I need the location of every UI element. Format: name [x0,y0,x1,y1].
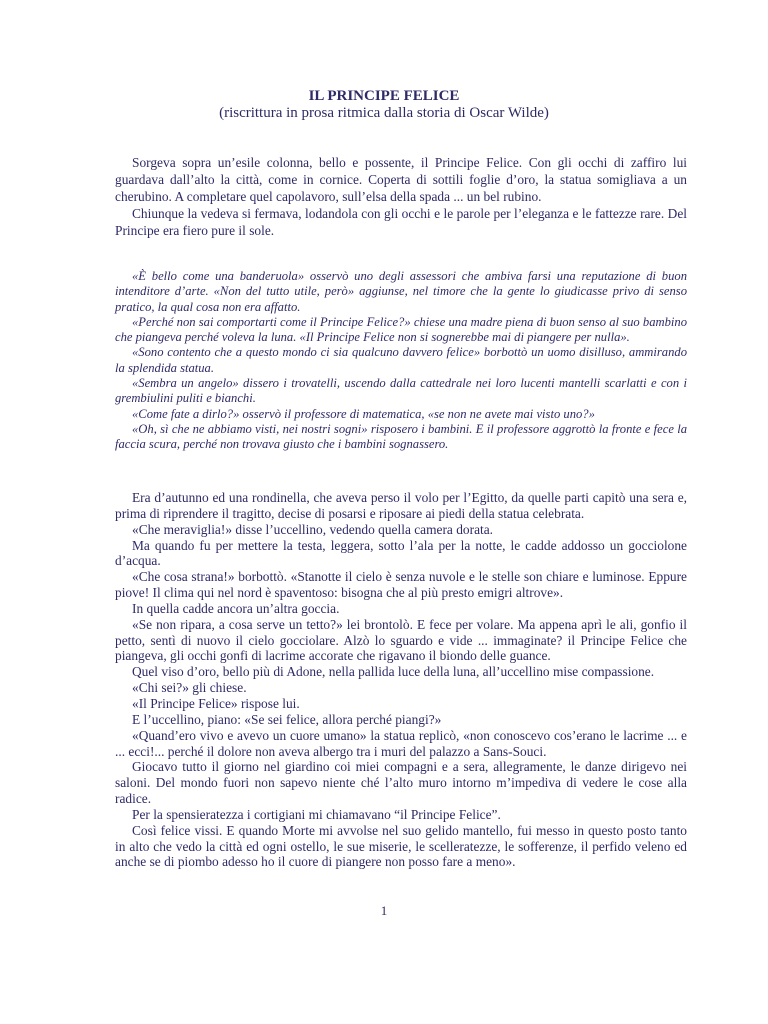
paragraph: «Che cosa strana!» borbottò. «Stanotte il cielo è senza nuvole e le stelle son chiare e luminose. Eppure piove! Il clima qui nel nord è spaventoso: bisogna che al più presto emigri altrove». [115,569,687,601]
paragraph: «Chi sei?» gli chiese. [132,680,247,696]
paragraph: «È bello come una banderuola» osservò uno degli assessori che ambiva farsi una reputazione di buon intenditore d’arte. «Non del tutto utile, però» aggiunse, nel timore che la gente lo giudicasse privo di senso pratico, la qual cosa non era affatto. [115,269,687,314]
swallow-section [115,490,687,870]
paragraph: Giocavo tutto il giorno nel giardino coi miei compagni e a sera, allegramente, le danze dirigevo nei saloni. Del mondo fuori non sapevo niente ché l’alto muro intorno m’impediva di vedere le cose alla radice. [115,759,687,807]
paragraph: Sorgeva sopra un’esile colonna, bello e possente, il Principe Felice. Con gli occhi di zaffiro lui guardava dall’alto la città, come in cornice. Coperta di sottili foglie d’oro, la statua somigliava a un cherubino. A completare quel capolavoro, sull’elsa della spada ... un bel rubino. [115,155,687,204]
paragraph: «Perché non sai comportarti come il Principe Felice?» chiese una madre piena di buon senso al suo bambino che piangeva perché voleva la luna. «Il Principe Felice non si sognerebbe mai di piangere per nulla». [115,314,687,345]
paragraph: «Il Principe Felice» rispose lui. [132,695,300,711]
paragraph: «Che meraviglia!» disse l’uccellino, vedendo quella camera dorata. [132,521,494,537]
paragraph: «Oh, sì che ne abbiamo visti, nei nostri sogni» risposero i bambini. E il professore aggrottò la fronte e fece la faccia scura, perché non trovava giusto che i bambini sognassero. [115,421,687,452]
paragraph: «Sembra un angelo» dissero i trovatelli, uscendo dalla cattedrale nei loro lucenti mantelli scarlatti e con i grembiulini puliti e bianchi. [115,376,687,406]
paragraph: «Quand’ero vivo e avevo un cuore umano» la statua replicò, «non conoscevo cos’erano le lacrime ... e ... ecci!... perché il dolore non aveva albergo tra i muri del palazzo a Sans-Souci. [115,727,687,759]
document-subtitle: (riscrittura in prosa ritmica dalla storia di Oscar Wilde) [219,105,549,121]
paragraph: «Se non ripara, a cosa serve un tetto?» lei brontolò. E fece per volare. Ma appena aprì le ali, gonfio il petto, sentì di nuovo il cielo gocciolare. Alzò lo sguardo e vide ... immaginate? il Principe Felice che piangeva, gli occhi gonfi di lacrime accorate che rigavano il biondo delle guance. [115,616,687,664]
page-number: 1 [380,903,388,918]
paragraph: Per la spensieratezza i cortigiani mi chiamavano “il Principe Felice”. [132,806,501,822]
document-title: IL PRINCIPE FELICE [308,88,460,104]
paragraph: In quella cadde ancora un’altra goccia. [132,600,340,616]
paragraph: Ma quando fu per mettere la testa, leggera, sotto l’ala per la notte, le cadde addosso un gocciolone d’acqua. [115,537,687,569]
dialogue-section-italic [115,269,687,453]
paragraph: Chiunque la vedeva si fermava, lodandola con gli occhi e le parole per l’eleganza e le fattezze rare. Del Principe era fiero pure il sole. [115,206,687,238]
paragraph: Era d’autunno ed una rondinella, che aveva perso il volo per l’Egitto, da quelle parti capitò una sera e, prima di riprendere il tragitto, decise di posarsi e riposare ai piedi della statua celebrata. [115,490,687,521]
paragraph: Così felice vissi. E quando Morte mi avvolse nel suo gelido mantello, fui messo in questo posto tanto in alto che vedo la città ed ogni ostello, le sue miserie, le scelleratezze, le sofferenze, il perfido veleno ed anche se di piombo adesso ho il cuore di piangere non posso fare a meno». [115,822,687,870]
paragraph: E l’uccellino, piano: «Se sei felice, allora perché piangi?» [132,711,442,727]
opening-section [115,154,687,239]
paragraph: «Come fate a dirlo?» osservò il professore di matematica, «se non ne avete mai visto uno?» [132,406,595,421]
paragraph: «Sono contento che a questo mondo ci sia qualcuno davvero felice» borbottò un uomo disilluso, ammirando la splendida statua. [115,345,687,375]
paragraph: Quel viso d’oro, bello più di Adone, nella pallida luce della luna, all’uccellino mise compassione. [132,664,655,680]
document-header [0,88,768,122]
